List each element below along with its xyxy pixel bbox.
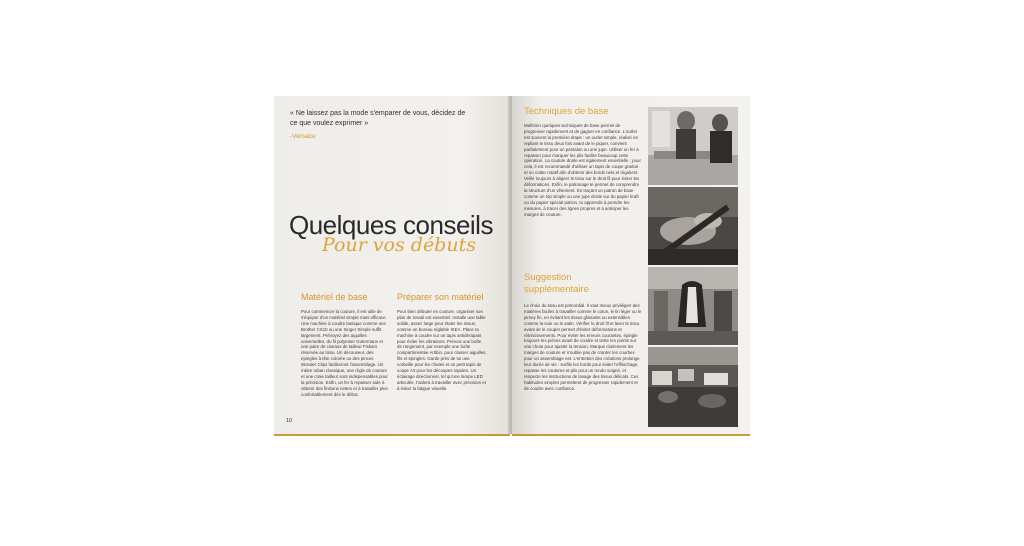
- page-number: 10: [286, 418, 293, 424]
- section2-heading-line1: Suggestion: [524, 272, 572, 283]
- section2-heading: [524, 272, 589, 296]
- left-page: [274, 96, 510, 436]
- magazine-spread: [274, 96, 750, 434]
- column1-heading: Matériel de base: [301, 292, 368, 302]
- right-page: [512, 96, 750, 436]
- column2-text: Pour bien débuter en couture, organiser son plan de travail est essentiel. Installe une table solide, assez large pour étaler les tissus, comme un bureau réglable IKEA. Place ta machine à coudre sur un tapis antidérapant pour éviter les vibrations. Prévois une boîte de rangement, par exemple une boîte compartimentée Artibin, pour classer aiguilles, fils et épingles. Garde près de toi une corbeille pour les chutes et un petit tapis de coupe A3 pour les découpes rapides. Un éclairage directionnel, tel qu'une lampe LED articulée, t'aidera à travailler avec précision et à éviter la fatigue visuelle.: [397, 309, 487, 391]
- section1-text: Maîtriser quelques techniques de base permet de progresser rapidement et de gagner en confiance. L'ourlet est souvent la première étape : un ourlet simple, réalisé en repliant le tissu deux fois avant de le piquer, convient parfaitement pour un pantalon ou une jupe. Utiliser un fer à repasser pour marquer les plis facilite beaucoup cette opération. La couture droite est également essentielle ; pour cela, il est recommandé d'utiliser un tapis de coupe gradué et un cutter rotatif afin d'obtenir des bords nets et réguliers. Veille toujours à aligner le tissu sur le droit fil pour éviter les déformations. Enfin, le patronage te permet de comprendre la structure d'un vêtement. En traçant un patron de base comme un top simple ou une jupe droite sur du papier kraft ou du papier spécial patron, tu apprends à prendre les mesures, à tracer des lignes propres et à anticiper les marges de couture.: [524, 123, 641, 217]
- section2-heading-line2: supplémentaire: [524, 284, 589, 295]
- column1-text: Pour commencer la couture, il est utile de s'équiper d'un matériel simple mais efficace. Une machine à coudre basique comme une Brother CS10 ou une Singer Simple suffit largement. Prévoyez des aiguilles universelles, du fil polyester Gutermann et une paire de ciseaux de tailleur Fiskars réservée au tissu. Un découseur, des épingles à tête colorée ou des pinces Wonder Clips faciliteront l'assemblage. Un mètre ruban classique, une règle de couture et une craie tailleur sont indispensables pour la précision. Enfin, un fer à repasser aide à obtenir des finitions nettes et à travailler plus confortablement dès le début.: [301, 309, 388, 397]
- page-title: Quelques conseils: [289, 210, 493, 240]
- photo-sewing-workshop: [648, 107, 738, 185]
- page-subtitle: Pour vos débuts: [322, 234, 476, 256]
- section2-text: Le choix du tissu est primordial. Il vaut mieux privilégier des matières faciles à travailler comme le coton, le lin léger ou le jersey fin, en évitant les tissus glissants ou extensibles comme la soie ou le satin. Vérifier le droit fil et laver le tissu avant de le couper permet d'éviter déformations et rétrécissements. Pour éviter les erreurs courantes, épingle toujours tes pièces avant de coudre et teste tes points sur une chute pour ajuster la tension. Marque clairement les marges de couture et n'oublie pas de cranter les courbes pour un assemblage net. L'entretien des créations prolonge leur durée de vie : surfile les bords pour éviter l'effilochage, repasse les coutures et plis pour un rendu soigné, et respecte les instructions de lavage des tissus délicats. Ces habitudes simples permettent de progresser rapidement et de coudre avec confiance.: [524, 303, 642, 391]
- pull-quote: « Ne laissez pas la mode s'emparer de vous, décidez de ce que voulez exprimer »: [290, 110, 466, 127]
- quote-author: -Versace: [290, 133, 316, 140]
- photo-hand-sewing: [648, 187, 738, 265]
- section1-heading: Techniques de base: [524, 106, 609, 117]
- column2-heading: Préparer son matériel: [397, 292, 484, 302]
- photo-sewing-factory: [648, 347, 738, 427]
- photo-dress-forms: [648, 267, 738, 345]
